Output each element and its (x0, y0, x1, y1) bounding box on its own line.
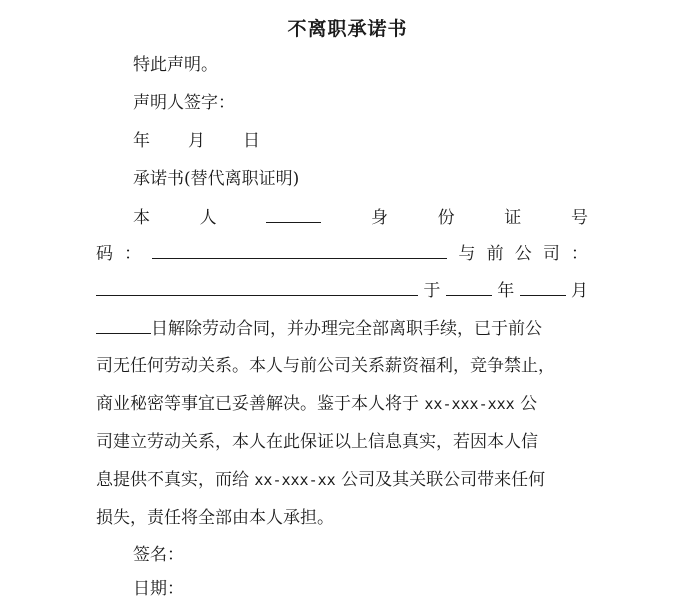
body-line-4-text: 日解除劳动合同，并办理完全部离职手续，已于前公 (151, 319, 542, 339)
month-blank (520, 280, 566, 296)
row1-char-3: 身 (370, 208, 388, 228)
sign-label: 签名： (133, 545, 184, 565)
day-label: 日 (243, 131, 260, 151)
row1-char-1: 本 (133, 208, 150, 228)
new-company-code: xx-xxx-xxx (424, 395, 515, 413)
month-label: 月 (188, 131, 205, 151)
row1-char-2: 人 (199, 208, 217, 228)
date-label: 日期： (133, 579, 184, 599)
declarant-label: 声明人签字： (133, 93, 235, 113)
body-line-6 (96, 394, 537, 414)
subtitle-text: 承诺书(替代离职证明) (133, 169, 300, 189)
company-code: xx-xxx-xx (254, 471, 336, 489)
id-number-row (96, 243, 588, 264)
body-line-8-pre: 息提供不真实，而给 (96, 470, 255, 490)
row1-char-4: 份 (437, 208, 455, 228)
identity-row (133, 207, 588, 228)
body-line-6-post: 公 (514, 394, 538, 414)
yu-text: 于 (423, 281, 441, 301)
row2-char-d: 前 (486, 244, 504, 264)
yue-text: 月 (571, 281, 589, 301)
row2-colon-2: ： (570, 244, 588, 264)
row2-char-e: 公 (514, 244, 532, 264)
row1-char-5: 证 (504, 208, 522, 228)
company-blank (96, 280, 418, 296)
row1-char-6: 号 (570, 208, 588, 228)
body-line-9: 损失，责任将全部由本人承担。 (96, 508, 334, 528)
nian-text: 年 (497, 281, 515, 301)
year-label: 年 (133, 131, 150, 151)
id-number-blank (152, 243, 447, 259)
day-blank (96, 318, 151, 334)
row2-colon-1: ： (124, 244, 142, 264)
body-line-4 (96, 318, 542, 339)
name-blank (266, 207, 321, 223)
body-line-7: 司建立劳动关系，本人在此保证以上信息真实，若因本人信 (96, 432, 538, 452)
body-line-5: 司无任何劳动关系。本人与前公司关系薪资福利，竞争禁止， (96, 356, 555, 376)
body-line-8 (96, 470, 545, 490)
row2-char-f: 司 (542, 244, 560, 264)
year-blank (446, 280, 492, 296)
body-line-6-pre: 商业秘密等事宜已妥善解决。鉴于本人将于 (96, 394, 425, 414)
date-row (133, 131, 260, 151)
company-date-row (96, 280, 588, 301)
row2-char-c: 与 (458, 244, 476, 264)
statement-text: 特此声明。 (133, 55, 218, 75)
body-line-8-post: 公司及其关联公司带来任何 (335, 470, 546, 490)
document-title: 不离职承诺书 (287, 18, 408, 40)
row2-char-a: 码 (96, 244, 113, 264)
